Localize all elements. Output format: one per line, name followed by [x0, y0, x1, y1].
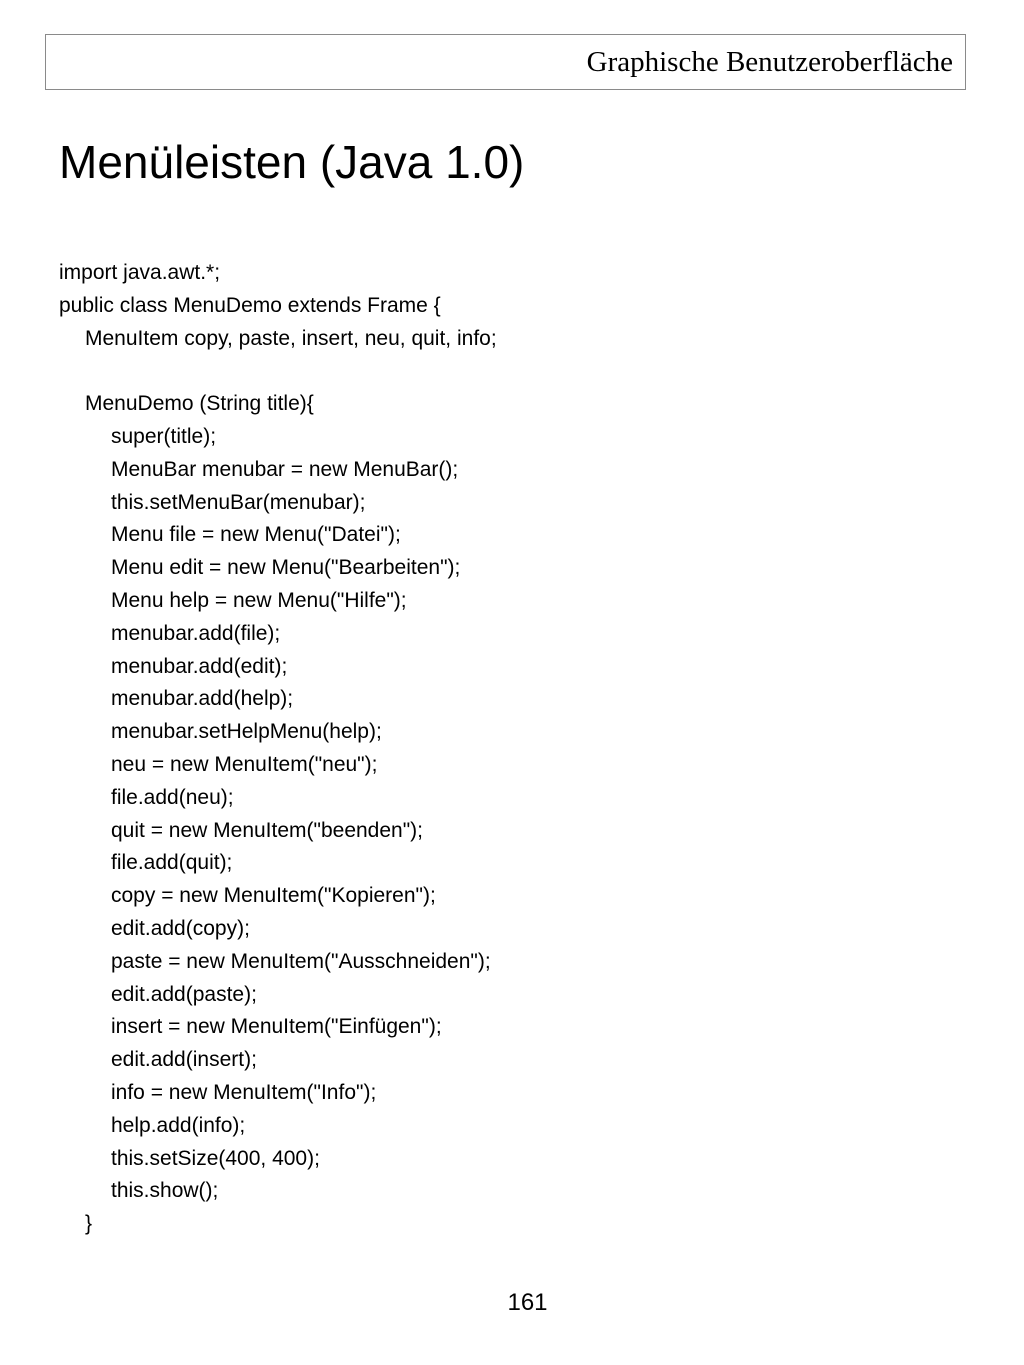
code-line: file.add(neu);	[111, 785, 234, 809]
code-line: super(title);	[111, 424, 217, 448]
code-line: paste = new MenuItem("Ausschneiden");	[111, 949, 491, 973]
code-line: MenuDemo (String title){	[85, 392, 314, 416]
code-line: this.show();	[111, 1179, 219, 1203]
code-line: edit.add(copy);	[111, 916, 250, 940]
header-box	[45, 34, 966, 90]
code-line: edit.add(paste);	[111, 982, 257, 1006]
code-line: public class MenuDemo extends Frame {	[59, 293, 441, 317]
page-number: 161	[507, 1289, 548, 1316]
code-line: menubar.setHelpMenu(help);	[111, 720, 382, 744]
code-line: MenuBar menubar = new MenuBar();	[111, 457, 459, 481]
code-line: menubar.add(help);	[111, 687, 294, 711]
code-line: help.add(info);	[111, 1113, 246, 1137]
code-line: info = new MenuItem("Info");	[111, 1080, 377, 1104]
code-line: menubar.add(file);	[111, 621, 281, 645]
code-line: file.add(quit);	[111, 851, 233, 875]
code-line: neu = new MenuItem("neu");	[111, 752, 378, 776]
code-line: Menu edit = new Menu("Bearbeiten");	[111, 556, 461, 580]
header-title: Graphische Benutzeroberfläche	[586, 46, 953, 78]
code-line: quit = new MenuItem("beenden");	[111, 818, 424, 842]
code-line: this.setSize(400, 400);	[111, 1146, 320, 1170]
code-line: edit.add(insert);	[111, 1048, 257, 1072]
code-line: Menu file = new Menu("Datei");	[111, 523, 401, 547]
code-block	[59, 257, 959, 1241]
code-line: }	[85, 1212, 93, 1236]
code-line: copy = new MenuItem("Kopieren");	[111, 884, 436, 908]
code-line: insert = new MenuItem("Einfügen");	[111, 1015, 442, 1039]
code-line	[59, 355, 959, 388]
code-line: menubar.add(edit);	[111, 654, 288, 678]
code-line: Menu help = new Menu("Hilfe");	[111, 588, 407, 612]
code-line: import java.awt.*;	[59, 261, 221, 284]
page-title: Menüleisten (Java 1.0)	[59, 136, 525, 188]
code-line: MenuItem copy, paste, insert, neu, quit, info;	[85, 326, 497, 350]
code-line: this.setMenuBar(menubar);	[111, 490, 366, 514]
